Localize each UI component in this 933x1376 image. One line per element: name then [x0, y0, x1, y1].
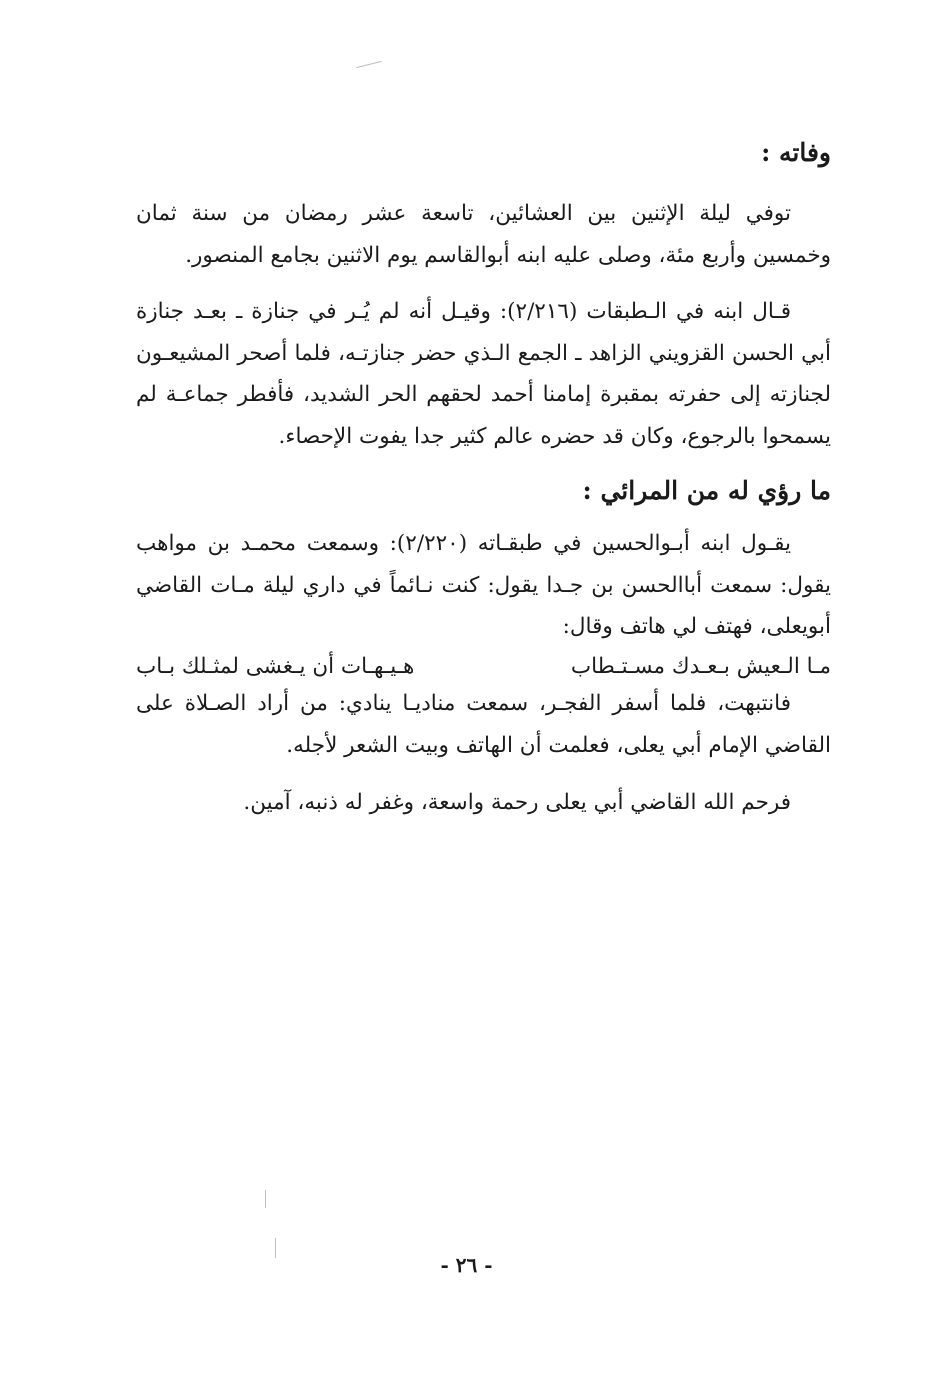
death-heading: وفاته :	[761, 138, 831, 167]
dreams-heading: ما رؤي له من المرائي :	[582, 476, 831, 505]
page-number: - ٢٦ -	[440, 1253, 493, 1277]
closing-prayer: فرحم الله القاضي أبي يعلى رحمة واسعة، وغفر له ذنبه، آمين.	[243, 790, 791, 815]
poem-hemistich-second: هـيـهـات أن يـغشى لمثـلك بـاب	[136, 654, 415, 679]
after-poem-paragraph: فانتبهت، فلما أسفر الفجـر، سمعت مناديـا ينادي: من أراد الصـلاة على القاضي الإمام أبي يعلى، فعلمت أن الهاتف وبيت الشعر لأجله.	[136, 691, 831, 758]
funeral-paragraph: قـال ابنه في الـطبقات (٢/٢١٦): وقيـل أنه لم يُـر في جنازة ـ بعـد جنازة أبي الحسن القزويني الزاهد ـ الجمع الـذي حضر جنازتـه، فلما أصحر المشيعـون لجنازته إلى حفرته بمقبرة إمامنا أحمد لحقهم الحر الشديد، فأفطر جماعـة لم يسمحوا بالرجوع، وكان قد حضره عالم كثير جدا يفوت الإحصاء.	[136, 299, 831, 449]
death-paragraph: توفي ليلة الإثنين بين العشائين، تاسعة عشر رمضان من سنة ثمان وخمسين وأربع مئة، وصلى عليه ابنه أبوالقاسم يوم الاثنين بجامع المنصور.	[136, 201, 831, 268]
dream-paragraph: يقـول ابنه أبـوالحسين في طبقـاته (٢/٢٢٠): وسمعت محمـد بن مواهب يقول: سمعت أباالحسن بن جـدا يقول: كنت نـائماً في داري ليلة مـات القاضي أبويعلى، فهتف لي هاتف وقال:	[136, 531, 831, 639]
poem-hemistich-first: مـا الـعيش بـعـدك مسـتـطاب	[570, 654, 831, 679]
scan-mark	[265, 1190, 266, 1208]
scan-mark	[356, 61, 381, 68]
poem-verse	[136, 647, 831, 687]
